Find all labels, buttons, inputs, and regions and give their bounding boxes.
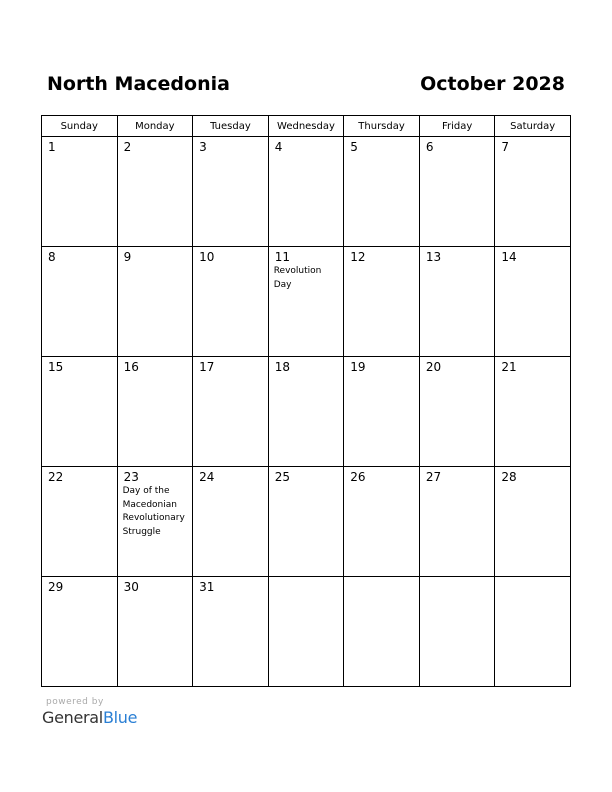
weekday-friday: Friday xyxy=(419,116,495,137)
week-row xyxy=(42,137,571,247)
day-number: 31 xyxy=(199,580,215,594)
day-number: 16 xyxy=(123,360,139,374)
day-cell xyxy=(495,247,571,357)
day-cell xyxy=(117,247,193,357)
day-number: 14 xyxy=(501,250,517,264)
day-number: 23 xyxy=(123,470,139,484)
weekday-wednesday: Wednesday xyxy=(268,116,344,137)
day-cell xyxy=(42,577,118,687)
day-number: 4 xyxy=(274,140,283,154)
calendar-grid xyxy=(41,115,571,687)
day-cell xyxy=(268,247,344,357)
day-cell xyxy=(193,137,269,247)
day-cell xyxy=(344,137,420,247)
day-number: 3 xyxy=(199,140,207,154)
day-number: 7 xyxy=(501,140,510,154)
day-cell xyxy=(42,357,118,467)
day-cell xyxy=(419,467,495,577)
day-number: 13 xyxy=(425,250,442,264)
day-number: 21 xyxy=(501,360,517,374)
day-cell xyxy=(344,247,420,357)
day-cell xyxy=(268,137,344,247)
month-title: October 2028 xyxy=(420,73,565,95)
holiday-label: Day of the Macedonian Revolutionary Struggle xyxy=(122,486,185,537)
day-number: 11 xyxy=(274,250,290,264)
week-row xyxy=(42,577,571,687)
brand-blue: Blue xyxy=(102,708,138,727)
week-row xyxy=(42,247,571,357)
day-number: 10 xyxy=(199,250,215,264)
weekday-header-row xyxy=(42,116,571,137)
day-cell xyxy=(495,577,571,687)
day-cell xyxy=(117,467,193,577)
brand-general: General xyxy=(42,708,103,727)
day-cell xyxy=(419,247,495,357)
day-number: 15 xyxy=(48,360,64,374)
country-title: North Macedonia xyxy=(47,73,230,95)
footer-branding xyxy=(42,696,137,728)
day-cell xyxy=(117,137,193,247)
day-number: 9 xyxy=(123,250,132,264)
day-number: 30 xyxy=(123,580,139,594)
day-number: 18 xyxy=(274,360,290,374)
weekday-thursday: Thursday xyxy=(344,116,420,137)
day-cell xyxy=(193,467,269,577)
day-cell xyxy=(193,357,269,467)
generalblue-logo[interactable] xyxy=(42,708,137,728)
day-cell xyxy=(268,577,344,687)
day-cell xyxy=(419,357,495,467)
day-number: 17 xyxy=(199,360,215,374)
day-cell xyxy=(117,357,193,467)
day-cell xyxy=(419,137,495,247)
day-number: 8 xyxy=(48,250,56,264)
day-number: 26 xyxy=(350,470,366,484)
day-number: 24 xyxy=(199,470,215,484)
week-row xyxy=(42,357,571,467)
day-cell xyxy=(42,247,118,357)
weekday-saturday: Saturday xyxy=(495,116,571,137)
day-number: 27 xyxy=(425,470,442,484)
day-cell xyxy=(42,467,118,577)
day-cell xyxy=(117,577,193,687)
day-number: 2 xyxy=(123,140,132,154)
day-number: 25 xyxy=(274,470,290,484)
day-cell xyxy=(193,577,269,687)
week-row xyxy=(42,467,571,577)
day-cell xyxy=(42,137,118,247)
day-cell xyxy=(344,357,420,467)
day-cell xyxy=(268,467,344,577)
day-number: 5 xyxy=(350,140,358,154)
day-number: 12 xyxy=(350,250,366,264)
day-number: 1 xyxy=(48,140,56,154)
day-cell xyxy=(268,357,344,467)
day-cell xyxy=(495,137,571,247)
day-number: 22 xyxy=(48,470,64,484)
day-number: 20 xyxy=(425,360,442,374)
day-cell xyxy=(344,577,420,687)
day-number: 29 xyxy=(48,580,64,594)
weekday-sunday: Sunday xyxy=(42,116,118,137)
day-cell xyxy=(495,357,571,467)
holiday-label: Revolution Day xyxy=(273,266,322,290)
day-cell xyxy=(193,247,269,357)
day-number: 28 xyxy=(501,470,517,484)
weekday-tuesday: Tuesday xyxy=(193,116,269,137)
day-cell xyxy=(419,577,495,687)
weekday-monday: Monday xyxy=(117,116,193,137)
day-number: 19 xyxy=(350,360,366,374)
day-number: 6 xyxy=(425,140,434,154)
powered-by-text: powered by xyxy=(46,697,104,707)
day-cell xyxy=(495,467,571,577)
day-cell xyxy=(344,467,420,577)
